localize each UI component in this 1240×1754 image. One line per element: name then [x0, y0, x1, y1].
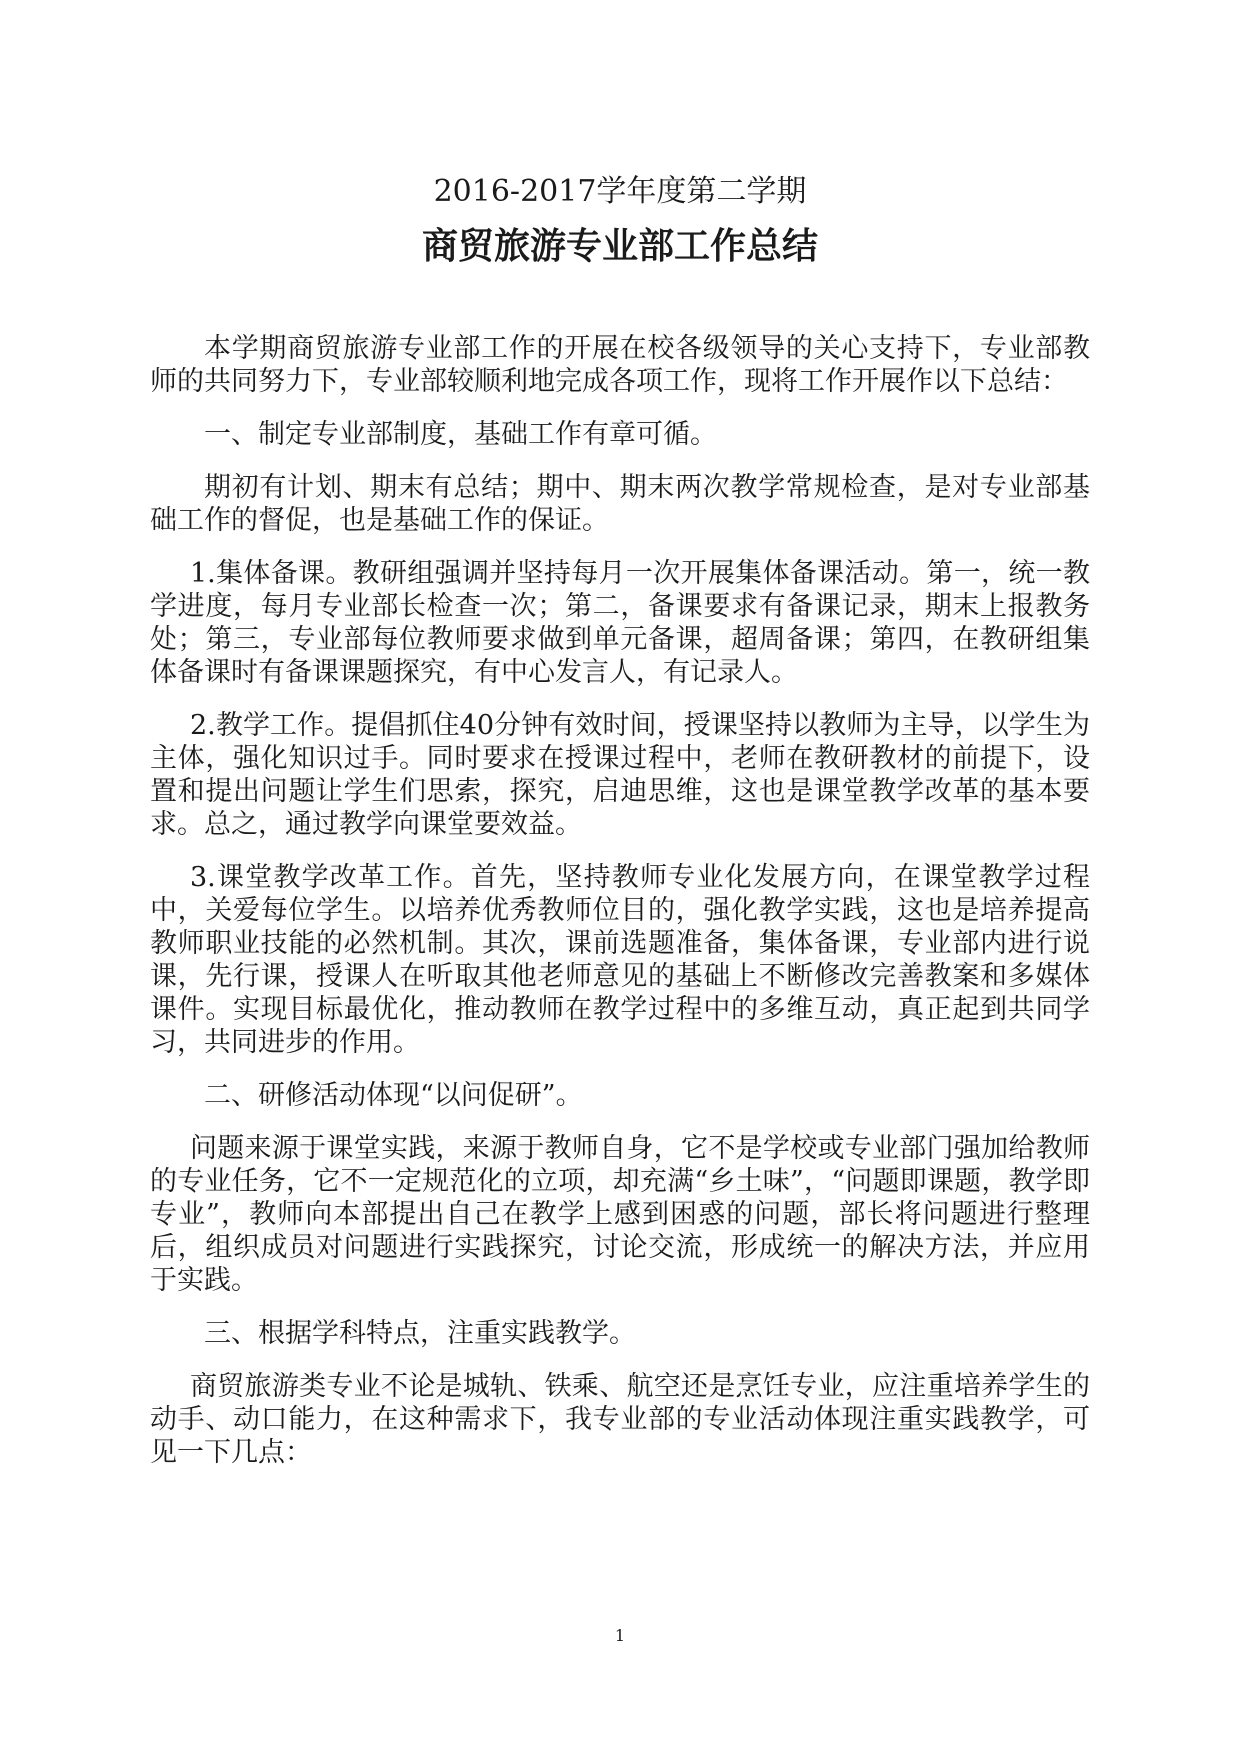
- paragraph-collective-prep: 1.集体备课。教研组强调并坚持每月一次开展集体备课活动。第一，统一教学进度，每月专业部长检查一次；第二，备课要求有备课记录，期末上报教务处；第三，专业部每位教师要求做到单元备课，超周备课；第四，在教研组集体备课时有备课课题探究，有中心发言人，有记录人。: [150, 558, 1090, 688]
- paragraph-practice-teaching: 商贸旅游类专业不论是城轨、铁乘、航空还是烹饪专业，应注重培养学生的动手、动口能力，在这种需求下，我专业部的专业活动体现注重实践教学，可见一下几点：: [150, 1371, 1090, 1468]
- section-heading-1: 一、制定专业部制度，基础工作有章可循。: [204, 419, 717, 450]
- intro-paragraph: 本学期商贸旅游专业部工作的开展在校各级领导的关心支持下，专业部教师的共同努力下，专业部较顺利地完成各项工作，现将工作开展作以下总结：: [150, 333, 1090, 397]
- page-number: 1: [614, 1626, 626, 1645]
- document-title: 商贸旅游专业部工作总结: [421, 225, 818, 267]
- section-heading-2: 二、研修活动体现“以问促研”。: [204, 1080, 583, 1111]
- paragraph-plan-summary: 期初有计划、期末有总结；期中、期末两次教学常规检查，是对专业部基础工作的督促，也是基础工作的保证。: [150, 472, 1090, 536]
- document-subtitle: 2016-2017学年度第二学期: [433, 174, 807, 209]
- paragraph-research-activity: 问题来源于课堂实践，来源于教师自身，它不是学校或专业部门强加给教师的专业任务，它不一定规范化的立项，却充满“乡土味”，“问题即课题，教学即专业”，教师向本部提出自己在教学上感到困惑的问题，部长将问题进行整理后，组织成员对问题进行实践探究，讨论交流，形成统一的解决方法，并应用于实践。: [150, 1133, 1090, 1296]
- paragraph-classroom-reform: 3.课堂教学改革工作。首先，坚持教师专业化发展方向，在课堂教学过程中，关爱每位学生。以培养优秀教师位目的，强化教学实践，这也是培养提高教师职业技能的必然机制。其次，课前选题准备，集体备课，专业部内进行说课，先行课，授课人在听取其他老师意见的基础上不断修改完善教案和多媒体课件。实现目标最优化，推动教师在教学过程中的多维互动，真正起到共同学习，共同进步的作用。: [150, 862, 1090, 1058]
- paragraph-teaching-work: 2.教学工作。提倡抓住40分钟有效时间，授课坚持以教师为主导，以学生为主体，强化知识过手。同时要求在授课过程中，老师在教研教材的前提下，设置和提出问题让学生们思索，探究，启迪思维，这也是课堂教学改革的基本要求。总之，通过教学向课堂要效益。: [150, 710, 1090, 840]
- section-heading-3: 三、根据学科特点，注重实践教学。: [204, 1318, 636, 1349]
- document-body: [150, 332, 1090, 1469]
